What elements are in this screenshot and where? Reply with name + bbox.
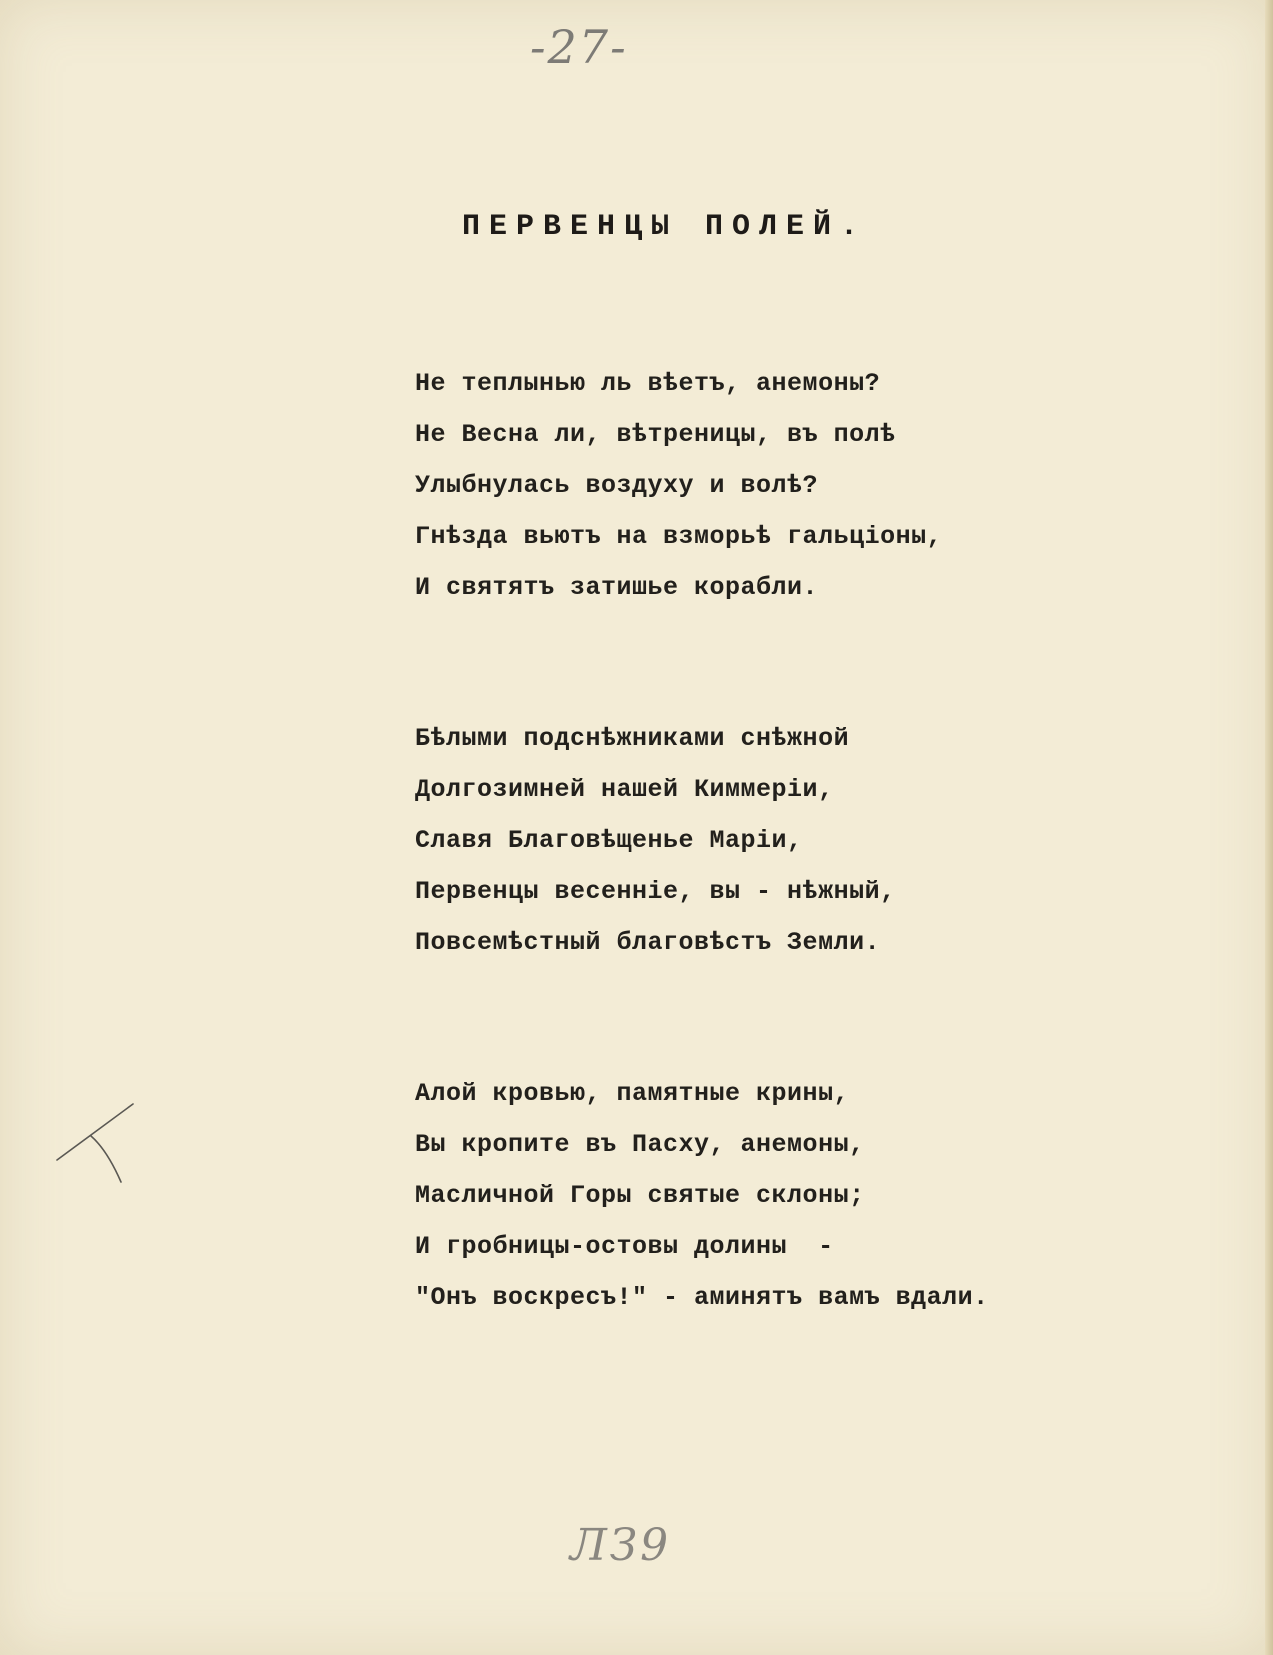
poem-line: "Онъ воскресъ!" - аминятъ вамъ вдали.	[415, 1283, 989, 1312]
stanza-2	[415, 713, 1175, 968]
poem-line: Алой кровью, памятные крины,	[415, 1079, 850, 1108]
poem-title: ПЕРВЕНЦЫ ПОЛЕЙ.	[462, 210, 868, 244]
poem-line: Повсемѣстный благовѣстъ Земли.	[415, 928, 881, 957]
pencil-tick-mark-icon	[55, 1100, 145, 1190]
archive-number: ЛЗ9	[570, 1520, 672, 1571]
poem-line: Бѣлыми подснѣжниками снѣжной	[415, 724, 850, 753]
poem-line: Славя Благовѣщенье Маріи,	[415, 826, 803, 855]
poem-line: И гробницы-остовы долины -	[415, 1232, 834, 1261]
page-number: -27-	[530, 20, 628, 74]
poem-line: Долгозимней нашей Киммеріи,	[415, 775, 834, 804]
poem-body	[415, 358, 1175, 1323]
poem-line: Не теплынью ль вѣетъ, анемоны?	[415, 369, 881, 398]
stanza-1	[415, 358, 1175, 613]
poem-line: Первенцы весенніе, вы - нѣжный,	[415, 877, 896, 906]
page-edge	[1265, 0, 1273, 1655]
stanza-3	[415, 1068, 1175, 1323]
poem-line: Не Весна ли, вѣтреницы, въ полѣ	[415, 420, 896, 449]
poem-line: Гнѣзда вьютъ на взморьѣ гальціоны,	[415, 522, 943, 551]
poem-line: Масличной Горы святые склоны;	[415, 1181, 865, 1210]
poem-line: Улыбнулась воздуху и волѣ?	[415, 471, 819, 500]
poem-line: Вы кропите въ Пасху, анемоны,	[415, 1130, 865, 1159]
poem-line: И святятъ затишье корабли.	[415, 573, 819, 602]
